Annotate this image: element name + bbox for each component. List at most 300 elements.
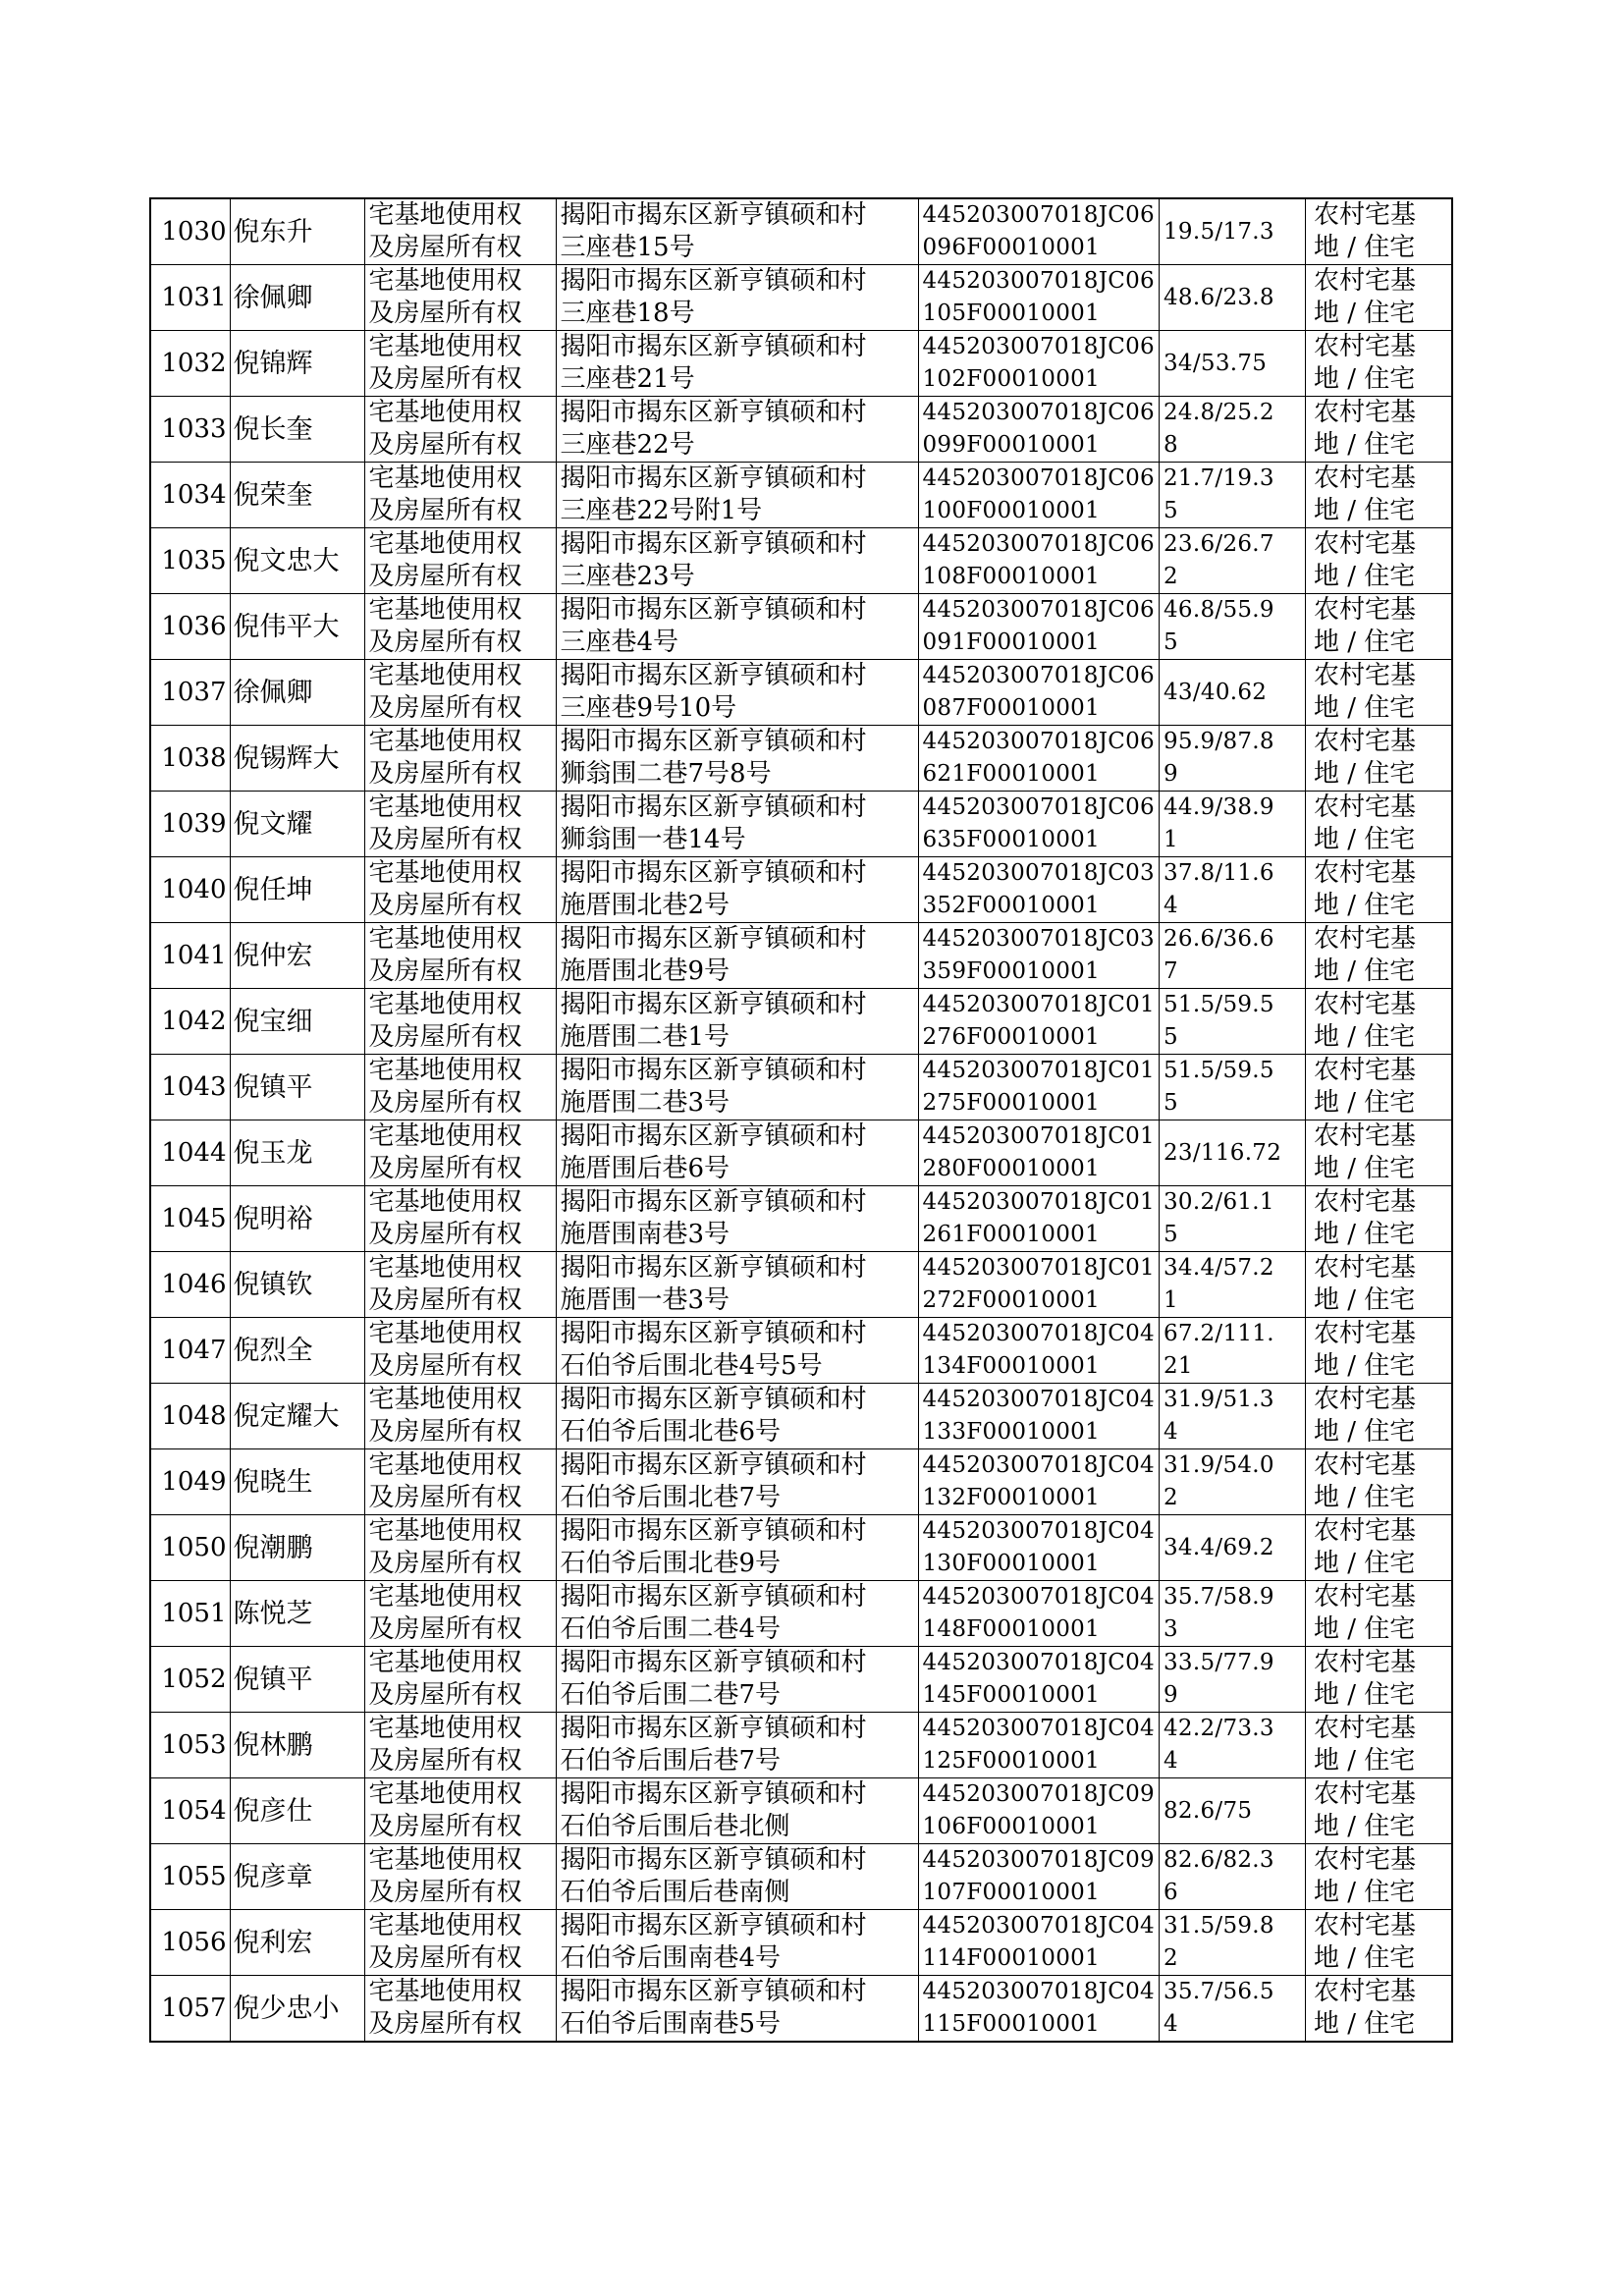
address-line: 揭阳市揭东区新亨镇硕和村 — [560, 595, 867, 625]
address-line: 三座巷4号 — [560, 628, 679, 657]
right-type-line: 及房屋所有权 — [368, 1088, 522, 1118]
area-line: 4 — [1163, 893, 1178, 918]
table-row — [150, 989, 1452, 1055]
right-type-cell — [364, 1515, 556, 1581]
right-type-cell — [364, 331, 556, 397]
area-line: 26.6/36.6 — [1163, 926, 1274, 952]
table-row — [150, 1384, 1452, 1449]
unit-code-cell — [918, 1778, 1159, 1844]
land-use-cell — [1305, 1581, 1452, 1647]
owner-name-cell: 倪任坤 — [230, 857, 364, 923]
record-number-cell: 1051 — [150, 1581, 230, 1647]
address-cell — [556, 1186, 918, 1252]
land-use-line: 农村宅基 — [1313, 332, 1416, 361]
right-type-cell — [364, 1318, 556, 1384]
unit-code-line: 352F00010001 — [922, 893, 1101, 918]
right-type-line: 宅基地使用权 — [368, 1319, 522, 1348]
area-line: 5 — [1163, 1090, 1178, 1116]
address-line: 揭阳市揭东区新亨镇硕和村 — [560, 1450, 867, 1480]
land-use-cell — [1305, 1449, 1452, 1515]
right-type-line: 及房屋所有权 — [368, 1878, 522, 1907]
address-line: 施厝围二巷3号 — [560, 1088, 731, 1118]
land-use-line: 农村宅基 — [1313, 858, 1416, 888]
unit-code-line: 114F00010001 — [922, 1945, 1101, 1971]
unit-code-line: 445203007018JC06 — [922, 202, 1155, 228]
record-number-cell: 1036 — [150, 594, 230, 660]
area-line: 21 — [1163, 1353, 1193, 1379]
land-use-line: 地 / 住宅 — [1313, 1943, 1416, 1973]
address-cell — [556, 1713, 918, 1778]
record-number-cell: 1034 — [150, 463, 230, 528]
address-line: 石伯爷后围北巷6号 — [560, 1417, 782, 1447]
record-number-cell: 1057 — [150, 1976, 230, 2043]
right-type-line: 及房屋所有权 — [368, 496, 522, 525]
right-type-cell — [364, 1910, 556, 1976]
area-line: 4 — [1163, 2011, 1178, 2037]
unit-code-cell — [918, 1055, 1159, 1120]
land-use-line: 地 / 住宅 — [1313, 299, 1416, 328]
table-row — [150, 660, 1452, 726]
address-line: 石伯爷后围南巷4号 — [560, 1943, 782, 1973]
unit-code-cell — [918, 198, 1159, 265]
area-cell — [1159, 1910, 1305, 1976]
address-line: 揭阳市揭东区新亨镇硕和村 — [560, 792, 867, 822]
address-line: 揭阳市揭东区新亨镇硕和村 — [560, 858, 867, 888]
land-use-cell — [1305, 660, 1452, 726]
unit-code-line: 445203007018JC03 — [922, 860, 1155, 886]
unit-code-line: 445203007018JC06 — [922, 597, 1155, 623]
unit-code-line: 445203007018JC06 — [922, 663, 1155, 688]
right-type-cell — [364, 528, 556, 594]
area-line: 6 — [1163, 1880, 1178, 1905]
address-line: 揭阳市揭东区新亨镇硕和村 — [560, 1056, 867, 1085]
area-line: 23.6/26.7 — [1163, 531, 1274, 557]
owner-name-cell: 倪仲宏 — [230, 923, 364, 989]
land-use-line: 农村宅基 — [1313, 529, 1416, 559]
unit-code-line: 445203007018JC06 — [922, 729, 1155, 754]
address-line: 揭阳市揭东区新亨镇硕和村 — [560, 1779, 867, 1809]
address-line: 三座巷22号附1号 — [560, 496, 763, 525]
unit-code-line: 106F00010001 — [922, 1814, 1101, 1839]
right-type-line: 及房屋所有权 — [368, 1285, 522, 1315]
land-use-line: 地 / 住宅 — [1313, 1088, 1416, 1118]
area-cell — [1159, 1713, 1305, 1778]
table-row — [150, 1713, 1452, 1778]
table-row — [150, 1449, 1452, 1515]
land-use-line: 农村宅基 — [1313, 1319, 1416, 1348]
record-number-cell: 1050 — [150, 1515, 230, 1581]
owner-name-cell: 倪烈全 — [230, 1318, 364, 1384]
address-line: 揭阳市揭东区新亨镇硕和村 — [560, 332, 867, 361]
area-cell — [1159, 923, 1305, 989]
right-type-line: 宅基地使用权 — [368, 792, 522, 822]
right-type-line: 及房屋所有权 — [368, 299, 522, 328]
area-cell — [1159, 1778, 1305, 1844]
land-use-cell — [1305, 1318, 1452, 1384]
right-type-cell — [364, 1778, 556, 1844]
owner-name-cell: 倪晓生 — [230, 1449, 364, 1515]
record-number-cell: 1056 — [150, 1910, 230, 1976]
address-cell — [556, 1581, 918, 1647]
table-row — [150, 198, 1452, 265]
right-type-line: 宅基地使用权 — [368, 858, 522, 888]
unit-code-line: 102F00010001 — [922, 366, 1101, 392]
unit-code-line: 445203007018JC09 — [922, 1847, 1155, 1873]
record-number-cell: 1046 — [150, 1252, 230, 1318]
table-row — [150, 528, 1452, 594]
table-row — [150, 1844, 1452, 1910]
unit-code-cell — [918, 923, 1159, 989]
land-use-cell — [1305, 198, 1452, 265]
land-use-line: 农村宅基 — [1313, 1385, 1416, 1414]
area-line: 31.5/59.8 — [1163, 1913, 1274, 1939]
right-type-line: 宅基地使用权 — [368, 661, 522, 690]
owner-name-cell: 陈悦芝 — [230, 1581, 364, 1647]
right-type-line: 及房屋所有权 — [368, 1483, 522, 1512]
area-cell — [1159, 1581, 1305, 1647]
unit-code-line: 148F00010001 — [922, 1616, 1101, 1642]
right-type-line: 宅基地使用权 — [368, 1056, 522, 1085]
owner-name-cell: 倪文忠大 — [230, 528, 364, 594]
unit-code-line: 275F00010001 — [922, 1090, 1101, 1116]
unit-code-line: 445203007018JC04 — [922, 1321, 1155, 1346]
land-use-line: 地 / 住宅 — [1313, 1351, 1416, 1381]
address-cell — [556, 1515, 918, 1581]
right-type-line: 及房屋所有权 — [368, 1614, 522, 1644]
land-use-line: 地 / 住宅 — [1313, 562, 1416, 591]
owner-name-cell: 倪定耀大 — [230, 1384, 364, 1449]
address-line: 施厝围二巷1号 — [560, 1022, 731, 1052]
right-type-cell — [364, 1055, 556, 1120]
unit-code-line: 105F00010001 — [922, 301, 1101, 326]
right-type-cell — [364, 726, 556, 792]
address-cell — [556, 594, 918, 660]
area-line: 5 — [1163, 1024, 1178, 1050]
area-line: 30.2/61.1 — [1163, 1189, 1274, 1215]
land-use-line: 农村宅基 — [1313, 200, 1416, 230]
area-line: 82.6/75 — [1163, 1797, 1253, 1824]
land-use-line: 农村宅基 — [1313, 1582, 1416, 1612]
area-line: 5 — [1163, 629, 1178, 655]
area-line: 51.5/59.5 — [1163, 992, 1274, 1017]
address-cell — [556, 331, 918, 397]
area-cell — [1159, 1976, 1305, 2043]
unit-code-line: 133F00010001 — [922, 1419, 1101, 1445]
area-line: 33.5/77.9 — [1163, 1650, 1274, 1675]
address-line: 三座巷21号 — [560, 364, 695, 394]
table-row — [150, 1055, 1452, 1120]
right-type-line: 及房屋所有权 — [368, 2009, 522, 2039]
area-line: 7 — [1163, 958, 1178, 984]
unit-code-line: 134F00010001 — [922, 1353, 1101, 1379]
address-cell — [556, 1120, 918, 1186]
unit-code-cell — [918, 1252, 1159, 1318]
unit-code-line: 445203007018JC04 — [922, 1584, 1155, 1610]
right-type-line: 宅基地使用权 — [368, 1648, 522, 1677]
unit-code-line: 621F00010001 — [922, 761, 1101, 787]
unit-code-cell — [918, 1647, 1159, 1713]
unit-code-line: 445203007018JC04 — [922, 1387, 1155, 1412]
right-type-cell — [364, 198, 556, 265]
land-use-line: 地 / 住宅 — [1313, 1154, 1416, 1183]
right-type-cell — [364, 660, 556, 726]
unit-code-cell — [918, 331, 1159, 397]
record-number-cell: 1038 — [150, 726, 230, 792]
right-type-line: 及房屋所有权 — [368, 1746, 522, 1776]
address-line: 揭阳市揭东区新亨镇硕和村 — [560, 398, 867, 427]
address-line: 揭阳市揭东区新亨镇硕和村 — [560, 1385, 867, 1414]
area-cell — [1159, 1120, 1305, 1186]
area-cell — [1159, 463, 1305, 528]
unit-code-line: 445203007018JC06 — [922, 794, 1155, 820]
area-cell — [1159, 660, 1305, 726]
land-use-line: 农村宅基 — [1313, 1187, 1416, 1217]
area-cell — [1159, 1515, 1305, 1581]
land-use-line: 地 / 住宅 — [1313, 2009, 1416, 2039]
address-cell — [556, 1449, 918, 1515]
right-type-line: 宅基地使用权 — [368, 1450, 522, 1480]
unit-code-line: 099F00010001 — [922, 432, 1101, 458]
right-type-line: 及房屋所有权 — [368, 430, 522, 460]
table-row — [150, 1252, 1452, 1318]
unit-code-cell — [918, 528, 1159, 594]
right-type-line: 及房屋所有权 — [368, 1417, 522, 1447]
area-line: 82.6/82.3 — [1163, 1847, 1274, 1873]
record-number-cell: 1037 — [150, 660, 230, 726]
record-number-cell: 1053 — [150, 1713, 230, 1778]
right-type-line: 及房屋所有权 — [368, 364, 522, 394]
right-type-line: 宅基地使用权 — [368, 529, 522, 559]
right-type-line: 宅基地使用权 — [368, 1779, 522, 1809]
address-line: 揭阳市揭东区新亨镇硕和村 — [560, 464, 867, 493]
land-use-line: 农村宅基 — [1313, 1779, 1416, 1809]
land-use-line: 农村宅基 — [1313, 266, 1416, 296]
area-line: 1 — [1163, 827, 1178, 852]
area-line: 48.6/23.8 — [1163, 284, 1274, 310]
right-type-line: 宅基地使用权 — [368, 332, 522, 361]
address-line: 石伯爷后围二巷7号 — [560, 1680, 782, 1710]
unit-code-line: 445203007018JC04 — [922, 1452, 1155, 1478]
right-type-cell — [364, 857, 556, 923]
land-use-line: 农村宅基 — [1313, 792, 1416, 822]
unit-code-line: 108F00010001 — [922, 564, 1101, 589]
address-cell — [556, 397, 918, 463]
unit-code-cell — [918, 265, 1159, 331]
address-cell — [556, 198, 918, 265]
unit-code-cell — [918, 1449, 1159, 1515]
unit-code-cell — [918, 726, 1159, 792]
right-type-line: 及房屋所有权 — [368, 1549, 522, 1578]
right-type-line: 及房屋所有权 — [368, 956, 522, 986]
address-line: 揭阳市揭东区新亨镇硕和村 — [560, 1911, 867, 1940]
table-row — [150, 1778, 1452, 1844]
land-use-line: 地 / 住宅 — [1313, 1220, 1416, 1249]
table-row — [150, 1186, 1452, 1252]
right-type-line: 宅基地使用权 — [368, 1582, 522, 1612]
unit-code-cell — [918, 1186, 1159, 1252]
owner-name-cell: 倪宝细 — [230, 989, 364, 1055]
area-line: 3 — [1163, 1616, 1178, 1642]
table-row — [150, 1120, 1452, 1186]
land-use-line: 农村宅基 — [1313, 464, 1416, 493]
area-line: 23/116.72 — [1163, 1139, 1282, 1166]
right-type-cell — [364, 265, 556, 331]
land-use-line: 地 / 住宅 — [1313, 1285, 1416, 1315]
address-line: 石伯爷后围后巷南侧 — [560, 1878, 790, 1907]
land-use-line: 农村宅基 — [1313, 1845, 1416, 1875]
record-number-cell: 1044 — [150, 1120, 230, 1186]
area-line: 34/53.75 — [1163, 350, 1268, 376]
area-line: 2 — [1163, 1485, 1178, 1510]
unit-code-line: 100F00010001 — [922, 498, 1101, 523]
land-use-line: 地 / 住宅 — [1313, 956, 1416, 986]
right-type-cell — [364, 1713, 556, 1778]
unit-code-line: 445203007018JC01 — [922, 1058, 1155, 1083]
land-use-line: 农村宅基 — [1313, 1911, 1416, 1940]
unit-code-cell — [918, 1581, 1159, 1647]
address-line: 狮翁围二巷7号8号 — [560, 759, 772, 789]
land-use-line: 地 / 住宅 — [1313, 1878, 1416, 1907]
area-cell — [1159, 792, 1305, 857]
right-type-line: 宅基地使用权 — [368, 266, 522, 296]
unit-code-line: 445203007018JC04 — [922, 1518, 1155, 1544]
address-cell — [556, 528, 918, 594]
land-use-cell — [1305, 594, 1452, 660]
area-line: 35.7/56.5 — [1163, 1979, 1274, 2004]
address-cell — [556, 1976, 918, 2043]
record-number-cell: 1031 — [150, 265, 230, 331]
unit-code-line: 445203007018JC04 — [922, 1979, 1155, 2004]
address-line: 揭阳市揭东区新亨镇硕和村 — [560, 1582, 867, 1612]
right-type-line: 及房屋所有权 — [368, 1943, 522, 1973]
address-cell — [556, 463, 918, 528]
owner-name-cell: 倪荣奎 — [230, 463, 364, 528]
table-row — [150, 1318, 1452, 1384]
unit-code-line: 445203007018JC01 — [922, 1123, 1155, 1149]
right-type-line: 及房屋所有权 — [368, 759, 522, 789]
right-type-line: 及房屋所有权 — [368, 891, 522, 920]
table-row — [150, 1581, 1452, 1647]
record-number-cell: 1033 — [150, 397, 230, 463]
address-cell — [556, 857, 918, 923]
right-type-cell — [364, 463, 556, 528]
owner-name-cell: 倪彦章 — [230, 1844, 364, 1910]
land-use-line: 地 / 住宅 — [1313, 233, 1416, 262]
table-row — [150, 397, 1452, 463]
table-row — [150, 331, 1452, 397]
area-cell — [1159, 1055, 1305, 1120]
registry-table — [149, 197, 1453, 2043]
record-number-cell: 1043 — [150, 1055, 230, 1120]
right-type-cell — [364, 1449, 556, 1515]
address-line: 石伯爷后围北巷9号 — [560, 1549, 782, 1578]
area-line: 67.2/111. — [1163, 1321, 1274, 1346]
right-type-line: 宅基地使用权 — [368, 924, 522, 954]
unit-code-line: 445203007018JC04 — [922, 1650, 1155, 1675]
table-row — [150, 463, 1452, 528]
table-row — [150, 1910, 1452, 1976]
address-line: 揭阳市揭东区新亨镇硕和村 — [560, 1319, 867, 1348]
unit-code-line: 445203007018JC06 — [922, 334, 1155, 359]
owner-name-cell: 倪明裕 — [230, 1186, 364, 1252]
area-line: 95.9/87.8 — [1163, 729, 1274, 754]
address-line: 石伯爷后围后巷7号 — [560, 1746, 782, 1776]
right-type-line: 宅基地使用权 — [368, 1385, 522, 1414]
table-row — [150, 726, 1452, 792]
owner-name-cell: 倪镇钦 — [230, 1252, 364, 1318]
area-line: 1 — [1163, 1287, 1178, 1313]
address-line: 三座巷22号 — [560, 430, 695, 460]
address-line: 揭阳市揭东区新亨镇硕和村 — [560, 1253, 867, 1283]
address-line: 三座巷18号 — [560, 299, 695, 328]
right-type-line: 宅基地使用权 — [368, 1911, 522, 1940]
area-line: 24.8/25.2 — [1163, 400, 1274, 425]
table-body — [150, 198, 1452, 2042]
address-line: 三座巷23号 — [560, 562, 695, 591]
land-use-cell — [1305, 1647, 1452, 1713]
unit-code-line: 107F00010001 — [922, 1880, 1101, 1905]
right-type-cell — [364, 1581, 556, 1647]
address-cell — [556, 1252, 918, 1318]
land-use-line: 地 / 住宅 — [1313, 364, 1416, 394]
unit-code-cell — [918, 1515, 1159, 1581]
right-type-line: 及房屋所有权 — [368, 1812, 522, 1841]
land-use-line: 地 / 住宅 — [1313, 628, 1416, 657]
owner-name-cell: 倪玉龙 — [230, 1120, 364, 1186]
unit-code-cell — [918, 989, 1159, 1055]
record-number-cell: 1049 — [150, 1449, 230, 1515]
address-cell — [556, 726, 918, 792]
unit-code-line: 359F00010001 — [922, 958, 1101, 984]
record-number-cell: 1054 — [150, 1778, 230, 1844]
address-line: 三座巷9号10号 — [560, 693, 737, 723]
unit-code-line: 261F00010001 — [922, 1222, 1101, 1247]
owner-name-cell: 倪伟平大 — [230, 594, 364, 660]
land-use-line: 农村宅基 — [1313, 398, 1416, 427]
record-number-cell: 1055 — [150, 1844, 230, 1910]
address-line: 揭阳市揭东区新亨镇硕和村 — [560, 1714, 867, 1743]
land-use-cell — [1305, 923, 1452, 989]
address-line: 施厝围一巷3号 — [560, 1285, 731, 1315]
address-line: 揭阳市揭东区新亨镇硕和村 — [560, 1977, 867, 2006]
unit-code-line: 445203007018JC01 — [922, 992, 1155, 1017]
land-use-cell — [1305, 1778, 1452, 1844]
unit-code-line: 445203007018JC01 — [922, 1255, 1155, 1281]
unit-code-line: 445203007018JC04 — [922, 1716, 1155, 1741]
area-cell — [1159, 857, 1305, 923]
right-type-line: 宅基地使用权 — [368, 727, 522, 756]
unit-code-cell — [918, 1976, 1159, 2043]
area-cell — [1159, 528, 1305, 594]
right-type-line: 宅基地使用权 — [368, 990, 522, 1019]
address-line: 石伯爷后围二巷4号 — [560, 1614, 782, 1644]
land-use-line: 地 / 住宅 — [1313, 1746, 1416, 1776]
land-use-cell — [1305, 1055, 1452, 1120]
right-type-line: 及房屋所有权 — [368, 825, 522, 854]
land-use-cell — [1305, 1844, 1452, 1910]
unit-code-line: 130F00010001 — [922, 1551, 1101, 1576]
right-type-cell — [364, 923, 556, 989]
right-type-line: 宅基地使用权 — [368, 1121, 522, 1151]
land-use-cell — [1305, 331, 1452, 397]
area-cell — [1159, 1647, 1305, 1713]
right-type-line: 宅基地使用权 — [368, 464, 522, 493]
area-cell — [1159, 1186, 1305, 1252]
unit-code-line: 445203007018JC09 — [922, 1781, 1155, 1807]
right-type-line: 及房屋所有权 — [368, 1351, 522, 1381]
address-line: 施厝围后巷6号 — [560, 1154, 731, 1183]
land-use-line: 地 / 住宅 — [1313, 1680, 1416, 1710]
